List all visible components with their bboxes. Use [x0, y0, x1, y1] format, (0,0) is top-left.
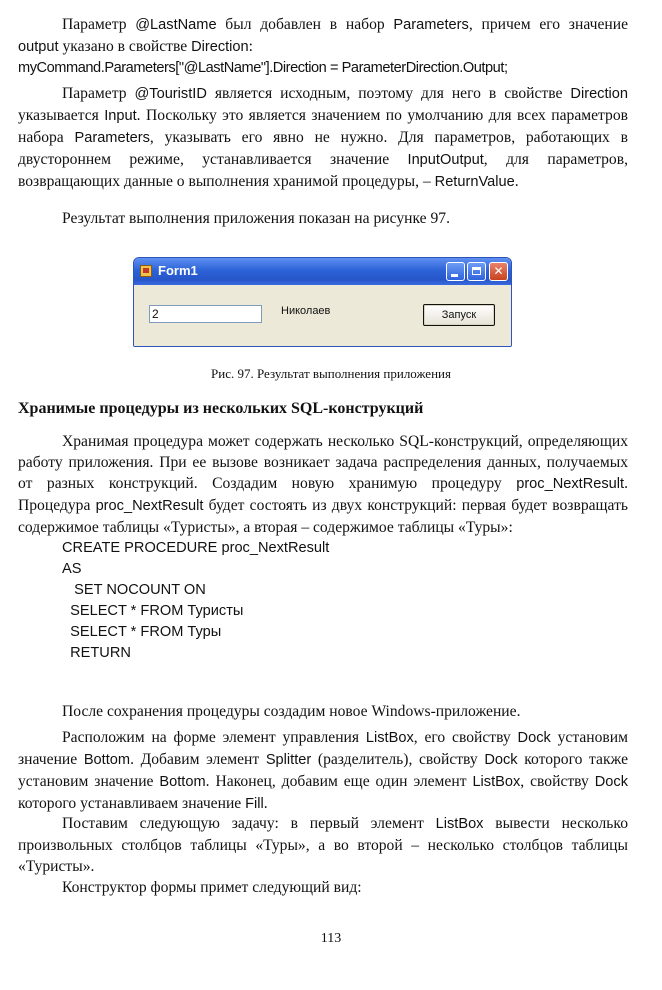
- paragraph-lastname-direction: Параметр @LastName был добавлен в набор Parameters, причем его значение output указано в свойстве Direction:: [18, 16, 628, 55]
- window-client-area: [134, 285, 511, 347]
- paragraph-result-block: [18, 208, 628, 229]
- section-heading: Хранимые процедуры из нескольких SQL-конструкций: [18, 400, 424, 417]
- paragraph-task-block: [18, 813, 628, 877]
- code-line: SELECT * FROM Туристы: [62, 603, 244, 619]
- code-line: SET NOCOUNT ON: [62, 582, 206, 598]
- paragraph-new-app-block: [18, 701, 628, 722]
- intro-block: [18, 14, 628, 79]
- paragraph-designer-block: [18, 877, 628, 898]
- tourist-id-input[interactable]: 2: [149, 305, 262, 323]
- page-number: 113: [320, 931, 342, 946]
- paragraph-new-app: После сохранения процедуры создадим новое Windows-приложение.: [62, 703, 521, 720]
- sql-code-block: [18, 538, 628, 664]
- close-icon: ✕: [493, 264, 504, 278]
- paragraph-task: Поставим следующую задачу: в первый элемент ListBox вывести несколько произвольных столбцов таблицы «Туры», а во второй – несколько столбцов таблицы «Туристы».: [18, 815, 628, 875]
- paragraph-listbox-block: [18, 727, 628, 815]
- run-button[interactable]: Запуск: [423, 304, 495, 326]
- figure-caption: Рис. 97. Результат выполнения приложения: [211, 366, 451, 381]
- paragraph-touristid-block: [18, 83, 628, 193]
- form-window: [133, 257, 512, 347]
- paragraph-result: Результат выполнения приложения показан на рисунке 97.: [62, 210, 450, 227]
- minimize-icon: [451, 274, 458, 277]
- code-line: CREATE PROCEDURE proc_NextResult: [62, 540, 330, 556]
- app-icon: [140, 265, 152, 277]
- paragraph-designer: Конструктор формы примет следующий вид:: [62, 879, 362, 896]
- code-line: RETURN: [62, 645, 131, 661]
- close-button[interactable]: [489, 262, 508, 281]
- stored-procedure-block: [18, 431, 628, 664]
- paragraph-listbox: Расположим на форме элемент управления ListBox, его свойству Dock установим значение Bottom. Добавим элемент Splitter (разделитель), свойству Dock которого также установим значение Bottom. Наконец, добавим еще один элемент ListBox, свойству Dock которого устанавливаем значение Fill.: [18, 729, 629, 812]
- maximize-button[interactable]: [467, 262, 486, 281]
- window-title: Form1: [158, 263, 198, 278]
- window-titlebar[interactable]: [134, 258, 511, 285]
- paragraph-touristid: Параметр @TouristID является исходным, поэтому для него в свойстве Direction указывается Input. Поскольку это является значением по умолчанию для всех параметров набора Parameters, указывать его явно не нужно. Для параметров, работающих в двустороннем режиме, устанавливается значение InputOutput, для параметров, возвращающих данные о выполнения хранимой процедуры, – ReturnValue.: [18, 85, 629, 190]
- lastname-label: Николаев: [281, 305, 331, 317]
- code-line: AS: [62, 561, 82, 577]
- maximize-icon: [472, 267, 481, 275]
- paragraph-stored-procedure: Хранимая процедура может содержать несколько SQL-конструкций, определяющих работу приложения. При ее вызове возникает задача распределения данных, получаемых от разных конструкций. Создадим новую хранимую процедуру proc_NextResult. Процедура proc_NextResult будет состоять из двух конструкций: первая будет возвращать содержимое таблицы «Туристы», а вторая – содержимое таблицы «Туры»:: [18, 433, 628, 536]
- code-line-direction: myCommand.Parameters["@LastName"].Direction = ParameterDirection.Output;: [18, 60, 508, 76]
- minimize-button[interactable]: [446, 262, 465, 281]
- code-line: SELECT * FROM Туры: [62, 624, 222, 640]
